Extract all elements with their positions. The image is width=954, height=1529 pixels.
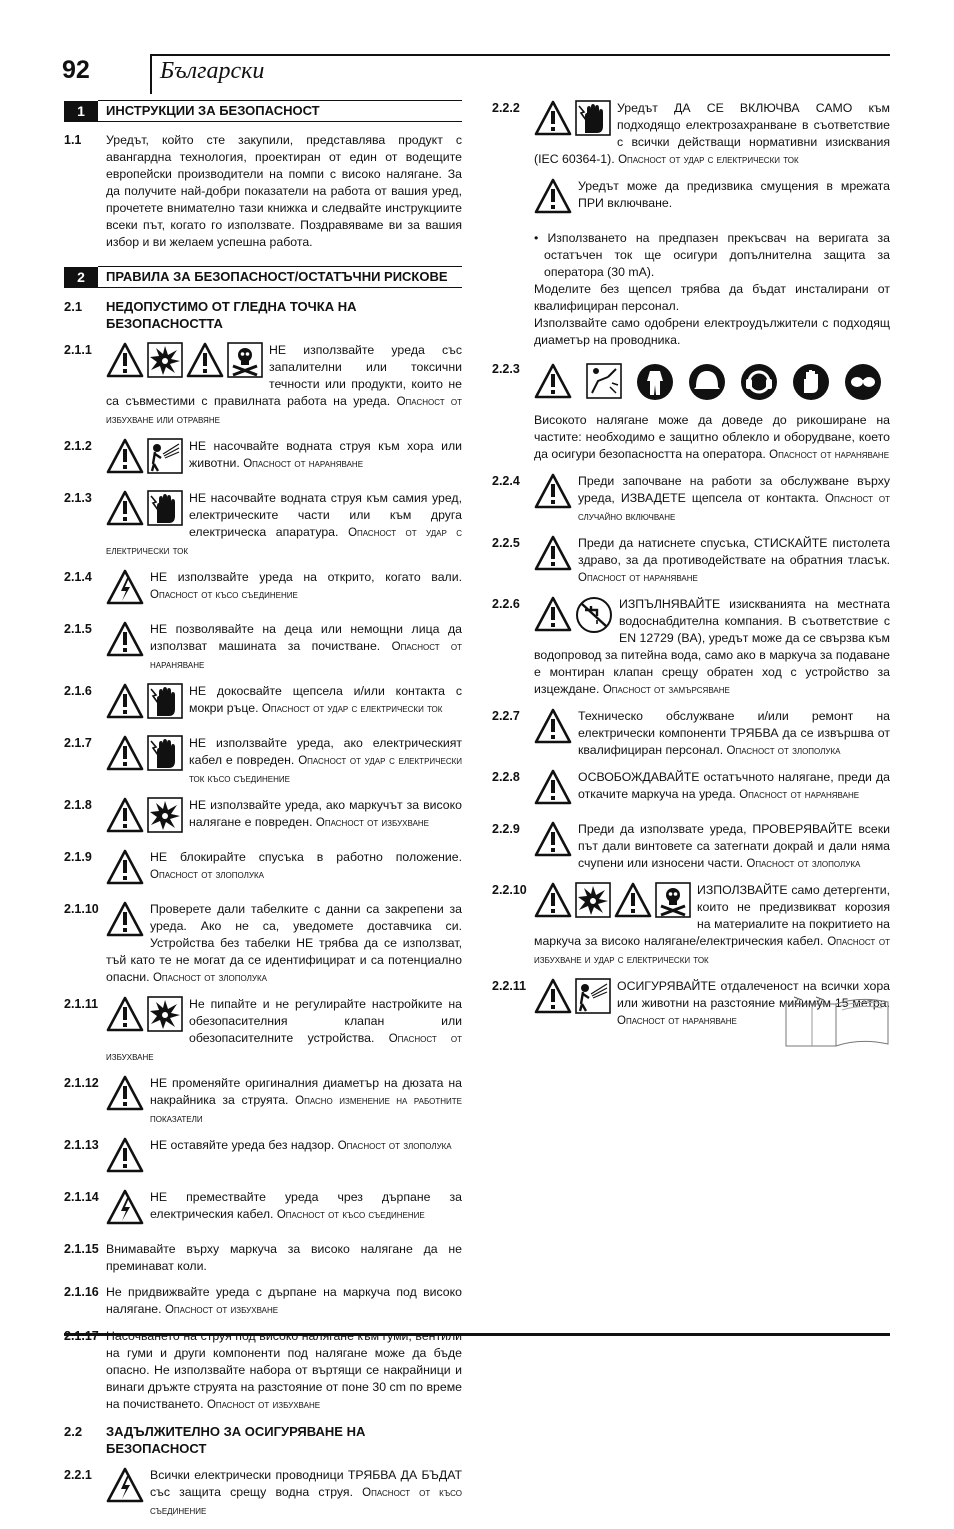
warning-icon: [106, 1075, 144, 1116]
risk-label: Опасност от късо съединение: [150, 1487, 462, 1517]
icon-group: [106, 1467, 144, 1508]
item-number: 2.1.5: [64, 622, 92, 636]
safety-item: [64, 1241, 462, 1275]
section-title: ИНСТРУКЦИИ ЗА БЕЗОПАСНОСТ: [98, 100, 462, 122]
risk-label: Опасност от нараняване: [578, 572, 698, 584]
item-body: [106, 901, 462, 987]
page-language-title: Български: [160, 58, 265, 84]
item-1-1: [64, 132, 462, 251]
icon-group: [534, 100, 611, 141]
item-text: Високото налягане може да доведе до рикоширане на частите: необходимо е защитно облекло и оборудване, което да осигури безопасността на оператора.: [534, 413, 890, 461]
item-text: НЕ насочвайте водната струя към хора или животни.: [189, 439, 462, 470]
safety-item: [492, 708, 890, 760]
item-number: 2.1.2: [64, 439, 92, 453]
safety-item: [492, 882, 890, 969]
icon-group: [534, 769, 572, 810]
item-text: НЕ докосвайте щепсела и/или контакта с мокри ръце.: [189, 684, 462, 715]
header-divider: [150, 54, 152, 94]
icon-group: [106, 569, 144, 610]
safety-item: [64, 735, 462, 788]
icon-group: [534, 596, 613, 639]
subsection-number: 2.2: [64, 1424, 83, 1439]
item-body: [534, 769, 890, 812]
header-rule: [150, 54, 890, 56]
safety-item: [64, 1328, 462, 1414]
safety-item: [64, 490, 462, 560]
risk-label: Опасност от късо съединение: [276, 1209, 425, 1221]
safety-item: [64, 342, 462, 429]
item-text: НЕ използвайте уреда със запалителни или токсични течности или продукти, които не са съвместими с правилната работа на уреда.: [106, 343, 462, 408]
icon-group: [106, 438, 183, 479]
item-text: ОСИГУРЯВАЙТЕ отдалеченост на всички хора или животни на разстояние минимум 15 метра.: [617, 979, 890, 1010]
warning-icon: [106, 490, 144, 531]
icon-group: [106, 1075, 144, 1116]
safety-item: [492, 473, 890, 526]
safety-item: [492, 361, 890, 464]
safety-item: [64, 797, 462, 840]
icon-group: [106, 621, 144, 662]
warning-icon: [186, 342, 224, 383]
safety-item: [492, 596, 890, 699]
item-body: [106, 438, 462, 481]
risk-label: Опасност от удар с електрически ток: [618, 154, 799, 166]
toxic-icon: [227, 342, 263, 383]
rcd-note: • Използването на предпазен прекъсвач на веригата за остатъчен ток ще осигури допълнителна защита за оператора (30 mA).: [534, 231, 890, 279]
item-text: НЕ използвайте уреда, ако маркучът за високо налягане е повреден.: [189, 798, 462, 829]
warning-icon: [534, 708, 572, 749]
item-2-2-2: [492, 100, 890, 169]
safety-item: [64, 438, 462, 481]
item-number: 1.1: [64, 133, 82, 147]
icon-group: [106, 1137, 144, 1178]
subsection-title: НЕДОПУСТИМО ОТ ГЛЕДНА ТОЧКА НА БЕЗОПАСНОСТТА: [106, 299, 357, 331]
icon-group: [534, 882, 691, 923]
warning-icon: [106, 996, 144, 1037]
item-number: 2.1.17: [64, 1329, 99, 1343]
risk-label: Опасност от избухване и удар с електрически ток: [534, 936, 890, 966]
item-text: Проверете дали табелките с данни са закрепени за уреда. Ако не са, уведомете доставчика си. Устройства без табелки НЕ трябва да се използват, тъй като те не могат да се идентифицират и са потенциално опасни.: [106, 902, 462, 984]
section-number: 1: [64, 101, 98, 122]
electric-icon: [106, 569, 144, 610]
safety-item: [492, 821, 890, 873]
extension-note: Използвайте само одобрени електроудължители с подходящ диаметър на проводника.: [534, 316, 890, 347]
item-body: [534, 100, 890, 169]
item-body: [106, 996, 462, 1066]
item-number: 2.2.11: [492, 979, 527, 993]
subsection-2-1-header: [64, 298, 462, 332]
item-text: Техническо обслужване и/или ремонт на електрически компоненти ТРЯБВА да се извършва от квалифициран персонал.: [578, 709, 890, 757]
warning-icon: [534, 363, 572, 406]
section-1-header: [64, 100, 462, 122]
item-text: Не придвижвайте уреда с дърпане на маркуча под високо налягане.: [106, 1285, 462, 1316]
electric-icon: [106, 1189, 144, 1230]
risk-label: Опасност от злополука: [746, 858, 861, 870]
risk-label: Опасност от злополука: [152, 972, 267, 984]
item-body: [534, 596, 890, 699]
item-text: Уредът, който сте закупили, представлява продукт с авангардна технология, проектиран от един от водещите европейски производители на помпи с високо налягане. За да получите най-добри показатели на работа от вашия уред, прочетете внимателно тази книжка и следвайте инструкциите всеки път, когато го използвате. Поздравяваме ви за вашия избор и ви желаем успешна работа.: [106, 133, 462, 249]
warning-icon: [534, 978, 572, 1019]
safety-item: [64, 621, 462, 674]
item-body: [106, 735, 462, 788]
icon-group: [106, 996, 183, 1037]
warning-icon: [534, 596, 572, 639]
item-2-2-1: [64, 1467, 462, 1520]
warning-icon: [534, 473, 572, 514]
electric-icon: [106, 1467, 144, 1508]
risk-label: Опасност от избухване: [315, 817, 430, 829]
item-text: НЕ използвайте уреда на открито, когато вали.: [150, 570, 462, 584]
item-number: 2.2.8: [492, 770, 520, 784]
item-body: [106, 797, 462, 840]
risk-label: Опасност от нараняване: [150, 641, 462, 671]
item-body: [106, 849, 462, 892]
item-text: Насочването на струя под високо налягане към гуми, вентили на гуми и други компоненти под налягане може да бъде опасно. Не използвайте набора от въртящи се накрайници и винаги дръжте струята на разстояние от поне 30 cm по време на почистването.: [106, 1329, 462, 1411]
item-text: Уредът може да предизвика смущения в мрежата ПРИ включване.: [578, 179, 890, 210]
item-body: [106, 342, 462, 429]
warning-icon: [106, 683, 144, 724]
goggles-icon: [844, 363, 882, 406]
explosion-icon: [147, 996, 183, 1037]
safety-item: [64, 1075, 462, 1128]
risk-label: Опасност от удар с електрически ток: [261, 703, 443, 715]
risk-label: Опасност от избухване: [206, 1399, 321, 1411]
icon-group: [106, 797, 183, 838]
jet-person-icon: [147, 438, 183, 479]
safety-item: [64, 996, 462, 1066]
risk-label: Опасност от нараняване: [617, 1015, 737, 1027]
left-items-list: [64, 342, 462, 1414]
item-text: ИЗПЪЛНЯВАЙТЕ изискванията на местната водоснабдителна компания. В съответствие с EN 12729 (BA), уредът може да се свързва към водопровод за питейна вода, само ако в маркуча за подаване е монтиран клапан срещу обратен ход с устройство за изцеждане.: [534, 597, 890, 696]
item-text: НЕ използвайте уреда, ако електрическият кабел е повреден.: [189, 736, 462, 767]
installation-note: Моделите без щепсел трябва да бъдат инсталирани от квалифициран персонал.: [534, 282, 890, 313]
shock-hand-icon: [147, 735, 183, 776]
risk-label: Опасност от нараняване: [243, 458, 364, 470]
risk-label: Опасност от злополука: [150, 869, 264, 881]
item-text: Преди да използвате уреда, ПРОВЕРЯВАЙТЕ всеки път дали винтовете са затегнати докрай и дали няма счупени или износени части.: [578, 822, 890, 870]
item-number: 2.1.10: [64, 902, 99, 916]
no-tap-icon: [575, 596, 613, 639]
safety-item: [64, 901, 462, 987]
item-text: НЕ блокирайте спусъка в работно положение.: [150, 850, 462, 864]
warning-icon: [106, 342, 144, 383]
icon-group: [106, 735, 183, 776]
item-number: 2.1.9: [64, 850, 92, 864]
right-items-list: [492, 473, 890, 1030]
item-body: [106, 569, 462, 612]
item-number: 2.1.16: [64, 1285, 99, 1299]
item-body: [106, 621, 462, 674]
item-text: Не пипайте и не регулирайте настройките на обезопасителния клапан или обезопасителните устройства.: [189, 997, 462, 1045]
subsection-2-2-header: [64, 1423, 462, 1457]
left-column: [64, 100, 462, 1529]
safety-item: [492, 535, 890, 587]
page-number: 92: [62, 56, 90, 84]
risk-label: Опасност от избухване или отравяне: [106, 396, 462, 426]
icon-group: [106, 901, 144, 942]
explosion-icon: [575, 882, 611, 923]
item-body: [106, 1284, 462, 1319]
safety-item: [64, 849, 462, 892]
safety-item: [64, 569, 462, 612]
risk-label: Опасност от злополука: [726, 745, 841, 757]
item-number: 2.2.4: [492, 474, 520, 488]
warning-icon: [106, 735, 144, 776]
explosion-icon: [147, 797, 183, 838]
risk-label: Опасност от късо съединение: [150, 589, 298, 601]
item-text: Внимавайте върху маркуча за високо налягане да не преминават коли.: [106, 1242, 462, 1273]
risk-label: Опасност от удар с електрически ток: [106, 527, 462, 557]
right-column: [492, 100, 890, 1039]
item-number: 2.2.1: [64, 1468, 92, 1482]
item-body: [106, 1075, 462, 1128]
item-2-2-3: [492, 361, 890, 464]
risk-label: Опасност от злополука: [337, 1140, 452, 1152]
item-2-2-2-note: [492, 178, 890, 221]
item-body: [534, 361, 890, 464]
item-text: НЕ променяйте оригиналния диаметър на дюзата на накрайника за струята.: [150, 1076, 462, 1107]
warning-icon: [534, 535, 572, 576]
item-number: 2.2.2: [492, 101, 520, 115]
item-body: [106, 1328, 462, 1414]
warning-icon: [534, 178, 572, 219]
jet-person-icon: [575, 978, 611, 1019]
item-text: Всички електрически проводници ТРЯБВА ДА БЪДАТ със защита срещу водна струя.: [150, 1468, 462, 1499]
book-icon: [784, 994, 892, 1050]
item-text: ИЗПОЛЗВАЙТЕ само детергенти, които не предизвикват корозия на материалите на покритието на маркуча за високо налягане/електрическия кабел.: [534, 883, 890, 948]
icon-group: [534, 708, 572, 749]
item-body: [534, 708, 890, 760]
safety-item: [492, 769, 890, 812]
shock-hand-icon: [147, 490, 183, 531]
ricochet-icon: [586, 363, 622, 406]
footer-rule: [64, 1333, 890, 1336]
item-body: [106, 1241, 462, 1275]
item-number: 2.1.8: [64, 798, 92, 812]
subsection-number: 2.1: [64, 299, 83, 314]
warning-icon: [106, 901, 144, 942]
item-text: НЕ насочвайте водната струя към самия уред, електрическите части или към друга електрическа апаратура.: [189, 491, 462, 539]
item-number: 2.1.13: [64, 1138, 99, 1152]
warning-icon: [534, 100, 572, 141]
icon-group: [534, 978, 611, 1019]
item-text: НЕ оставяйте уреда без надзор.: [150, 1138, 338, 1152]
risk-label: Опасност от избухване: [164, 1304, 279, 1316]
item-number: 2.2.5: [492, 536, 520, 550]
item-number: 2.2.7: [492, 709, 520, 723]
suit-icon: [636, 363, 674, 406]
icon-group: [534, 821, 572, 862]
icon-group: [534, 535, 572, 576]
safety-item: [64, 683, 462, 726]
safety-item: [64, 1467, 462, 1520]
item-number: 2.1.14: [64, 1190, 99, 1204]
warning-icon: [534, 769, 572, 810]
item-number: 2.2.3: [492, 362, 520, 376]
icon-group: [534, 363, 890, 406]
item-number: 2.2.6: [492, 597, 520, 611]
section-title: ПРАВИЛА ЗА БЕЗОПАСНОСТ/ОСТАТЪЧНИ РИСКОВЕ: [98, 266, 462, 288]
item-number: 2.1.6: [64, 684, 92, 698]
item-body: [106, 1189, 462, 1232]
item-body: [106, 683, 462, 726]
safety-item: [492, 100, 890, 169]
section-2-header: [64, 266, 462, 288]
item-number: 2.1.15: [64, 1242, 99, 1256]
warning-icon: [106, 1137, 144, 1178]
icon-group: [534, 473, 572, 514]
item-body: [534, 473, 890, 526]
helmet-icon: [688, 363, 726, 406]
icon-group: [106, 849, 144, 890]
item-text: Преди започване на работи за обслужване върху уреда, ИЗВАДЕТЕ щепсела от контакта.: [578, 474, 890, 505]
item-text: НЕ премествайте уреда чрез дърпане за електрическия кабел.: [150, 1190, 462, 1221]
shock-hand-icon: [147, 683, 183, 724]
warning-icon: [106, 849, 144, 890]
warning-icon: [106, 438, 144, 479]
warning-icon: [614, 882, 652, 923]
safety-item: [64, 1284, 462, 1319]
icon-group: [534, 178, 572, 219]
icon-group: [106, 683, 183, 724]
warning-icon: [106, 621, 144, 662]
item-body: [534, 178, 890, 221]
glove-icon: [792, 363, 830, 406]
risk-label: Опасност от случайно включване: [578, 493, 890, 523]
safety-item: [64, 1189, 462, 1232]
item-number: 2.1.3: [64, 491, 92, 505]
item-text: НЕ позволявайте на деца или немощни лица да използват машината за почистване.: [150, 622, 462, 653]
item-number: 2.2.10: [492, 883, 527, 897]
safety-item: [64, 1137, 462, 1180]
icon-group: [106, 490, 183, 531]
item-text: Уредът ДА СЕ ВКЛЮЧВА САМО към подходящо електрозахранване в съответствие с всички действащи нормативни изисквания (IEC 60364-1).: [534, 101, 890, 166]
risk-label: Опасно изменение на работните показатели: [150, 1095, 462, 1125]
explosion-icon: [147, 342, 183, 383]
item-body: [534, 821, 890, 873]
item-text: ОСВОБОЖДАВАЙТЕ остатъчното налягане, преди да откачите маркуча на уреда.: [578, 770, 890, 801]
warning-icon: [534, 821, 572, 862]
item-number: 2.1.11: [64, 997, 99, 1011]
item-body: [106, 1467, 462, 1520]
warning-icon: [106, 797, 144, 838]
risk-label: Опасност от удар с електрически ток късо съединение: [189, 755, 463, 785]
toxic-icon: [655, 882, 691, 923]
shock-hand-icon: [575, 100, 611, 141]
item-body: [534, 535, 890, 587]
section-number: 2: [64, 267, 98, 288]
ear-protection-icon: [740, 363, 778, 406]
risk-label: Опасност от избухване: [106, 1033, 462, 1063]
item-body: [106, 490, 462, 560]
risk-label: Опасност от замърсяване: [602, 684, 730, 696]
icon-group: [106, 1189, 144, 1230]
item-number: 2.1.1: [64, 343, 92, 357]
item-body: [534, 882, 890, 969]
risk-label: Опасност от нараняване: [769, 449, 890, 461]
item-body: [106, 1137, 462, 1180]
subsection-title: ЗАДЪЛЖИТЕЛНО ЗА ОСИГУРЯВАНЕ НА БЕЗОПАСНОСТ: [106, 1424, 366, 1456]
item-number: 2.1.7: [64, 736, 92, 750]
item-number: 2.1.4: [64, 570, 92, 584]
item-number: 2.1.12: [64, 1076, 99, 1090]
item-text: Преди да натиснете спусъка, СТИСКАЙТЕ пистолета здраво, за да противодействате на обратния тласък.: [578, 536, 890, 567]
item-number: 2.2.9: [492, 822, 520, 836]
warning-icon: [534, 882, 572, 923]
risk-label: Опасност от нараняване: [739, 789, 860, 801]
icon-group: [106, 342, 263, 383]
